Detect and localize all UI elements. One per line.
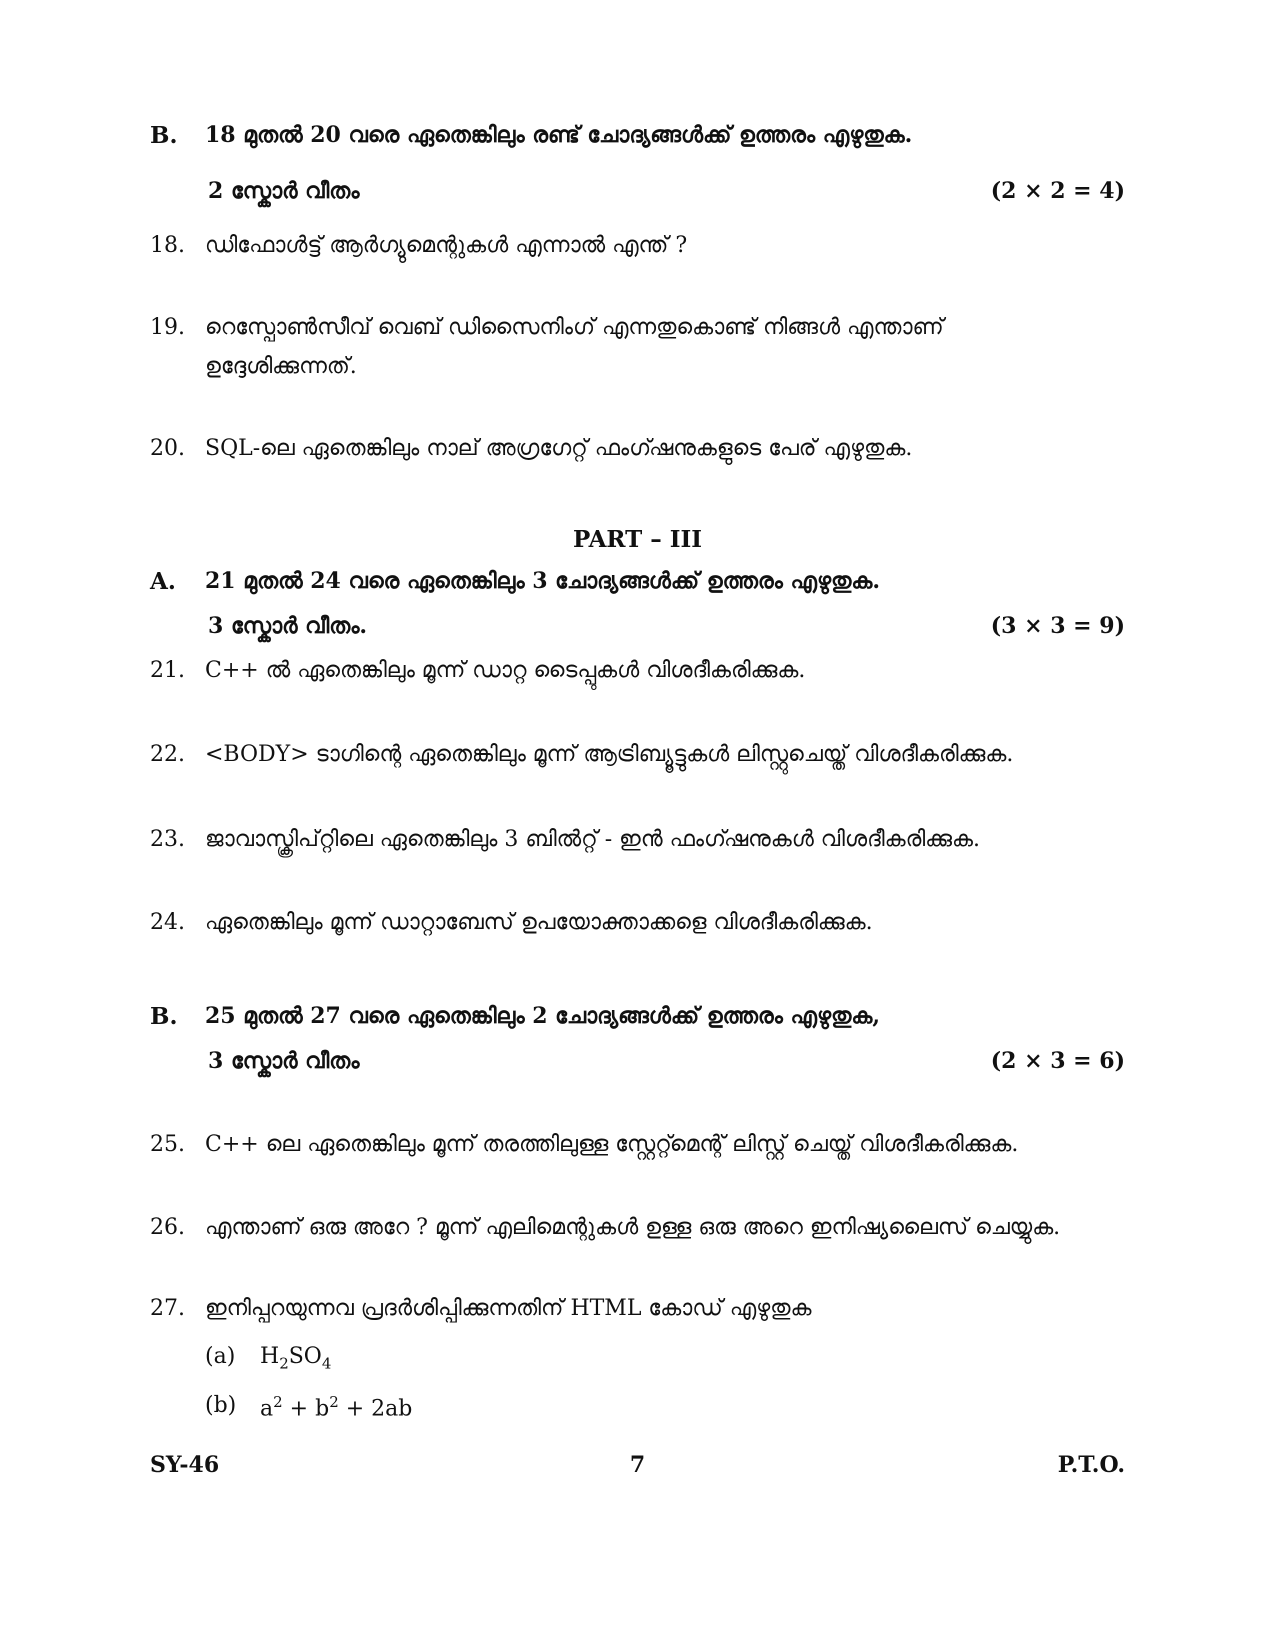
sub-question-label-b: (b) (205, 1393, 237, 1418)
question-text: ഏതെങ്കിലും മൂന്ന് ഡാറ്റാബേസ് ഉപയോക്താക്കളെ വിശദീകരിക്കുക. (205, 910, 873, 935)
question-text: C++ ൽ ഏതെങ്കിലും മൂന്ന് ഡാറ്റ ടൈപ്പുകൾ വിശദീകരിക്കുക. (205, 658, 806, 683)
section-score-formula-b1: (2 × 2 = 4) (990, 178, 1125, 204)
question-number: 20. (150, 436, 185, 461)
question-number: 25. (150, 1132, 185, 1157)
section-score-text-a: 3 സ്കോർ വീതം. (208, 613, 368, 639)
section-letter-b1: B. (150, 122, 178, 149)
expr-superscript: 2 (329, 1393, 339, 1411)
math-expression (260, 1393, 412, 1421)
question-text: റെസ്പോൺസീവ് വെബ് ഡിസൈനിംഗ് എന്നതുകൊണ്ട് നിങ്ങൾ എന്താണ് (205, 315, 944, 340)
question-number: 18. (150, 233, 185, 258)
section-instruction-a: 21 മുതൽ 24 വരെ ഏതെങ്കിലും 3 ചോദ്യങ്ങൾക്ക് ഉത്തരം എഴുതുക. (205, 568, 881, 594)
formula-subscript: 4 (321, 1354, 332, 1373)
expr-part: + 2ab (338, 1396, 413, 1422)
question-text: <BODY> ടാഗിന്റെ ഏതെങ്കിലും മൂന്ന് ആട്രിബ്യൂട്ടുകൾ ലിസ്റ്റുചെയ്ത് വിശദീകരിക്കുക. (205, 742, 1014, 767)
question-number: 22. (150, 742, 185, 767)
section-instruction-b2: 25 മുതൽ 27 വരെ ഏതെങ്കിലും 2 ചോദ്യങ്ങൾക്ക് ഉത്തരം എഴുതുക, (205, 1003, 881, 1029)
question-number: 21. (150, 658, 185, 683)
question-text: എന്താണ് ഒരു അറേ ? മൂന്ന് എലിമെന്റുകൾ ഉള്ള ഒരു അറെ ഇനിഷ്യലൈസ് ചെയ്യുക. (205, 1215, 1061, 1240)
footer-code: SY-46 (150, 1452, 220, 1478)
formula-subscript: 2 (279, 1354, 289, 1373)
chemical-formula (260, 1344, 331, 1372)
question-number: 19. (150, 315, 185, 340)
expr-part: + b (282, 1396, 330, 1422)
question-text: ഡിഫോൾട്ട് ആർഗ്യുമെന്റുകൾ എന്നാൽ എന്ത് ? (205, 233, 688, 258)
expr-part: a (260, 1396, 274, 1422)
sub-question-label-a: (a) (205, 1344, 236, 1369)
question-number: 24. (150, 910, 185, 935)
formula-part: SO (288, 1344, 322, 1369)
question-number: 27. (150, 1296, 185, 1321)
expr-superscript: 2 (273, 1393, 283, 1411)
section-letter-a: A. (150, 568, 176, 595)
footer-pto: P.T.O. (1057, 1452, 1125, 1478)
question-number: 23. (150, 827, 185, 852)
question-text: C++ ലെ ഏതെങ്കിലും മൂന്ന് തരത്തിലുള്ള സ്റ്റേറ്റ്മെന്റ് ലിസ്റ്റ് ചെയ്ത് വിശദീകരിക്കുക. (205, 1132, 1019, 1157)
formula-part: H (260, 1344, 280, 1369)
question-text-continued: ഉദ്ദേശിക്കുന്നത്. (205, 354, 357, 379)
section-score-formula-b2: (2 × 3 = 6) (990, 1048, 1125, 1074)
footer-page-number: 7 (629, 1452, 646, 1478)
section-score-formula-a: (3 × 3 = 9) (990, 613, 1125, 639)
section-score-text-b2: 3 സ്കോർ വീതം (208, 1048, 360, 1074)
question-text: ജാവാസ്ക്രിപ്റ്റിലെ ഏതെങ്കിലും 3 ബിൽറ്റ് - ഇൻ ഫംഗ്ഷനുകൾ വിശദീകരിക്കുക. (205, 827, 980, 852)
question-text: SQL-ലെ ഏതെങ്കിലും നാല് അഗ്രഗേറ്റ് ഫംഗ്ഷനുകളുടെ പേര് എഴുതുക. (205, 436, 913, 461)
section-letter-b2: B. (150, 1003, 178, 1030)
section-score-text-b1: 2 സ്കോർ വീതം (208, 178, 360, 204)
section-instruction-b1: 18 മുതൽ 20 വരെ ഏതെങ്കിലും രണ്ട് ചോദ്യങ്ങൾക്ക് ഉത്തരം എഴുതുക. (205, 122, 913, 148)
question-number: 26. (150, 1215, 185, 1240)
part-heading: PART – III (572, 526, 703, 553)
question-text: ഇനിപ്പറയുന്നവ പ്രദർശിപ്പിക്കുന്നതിന് HTML കോഡ് എഴുതുക (205, 1296, 812, 1321)
